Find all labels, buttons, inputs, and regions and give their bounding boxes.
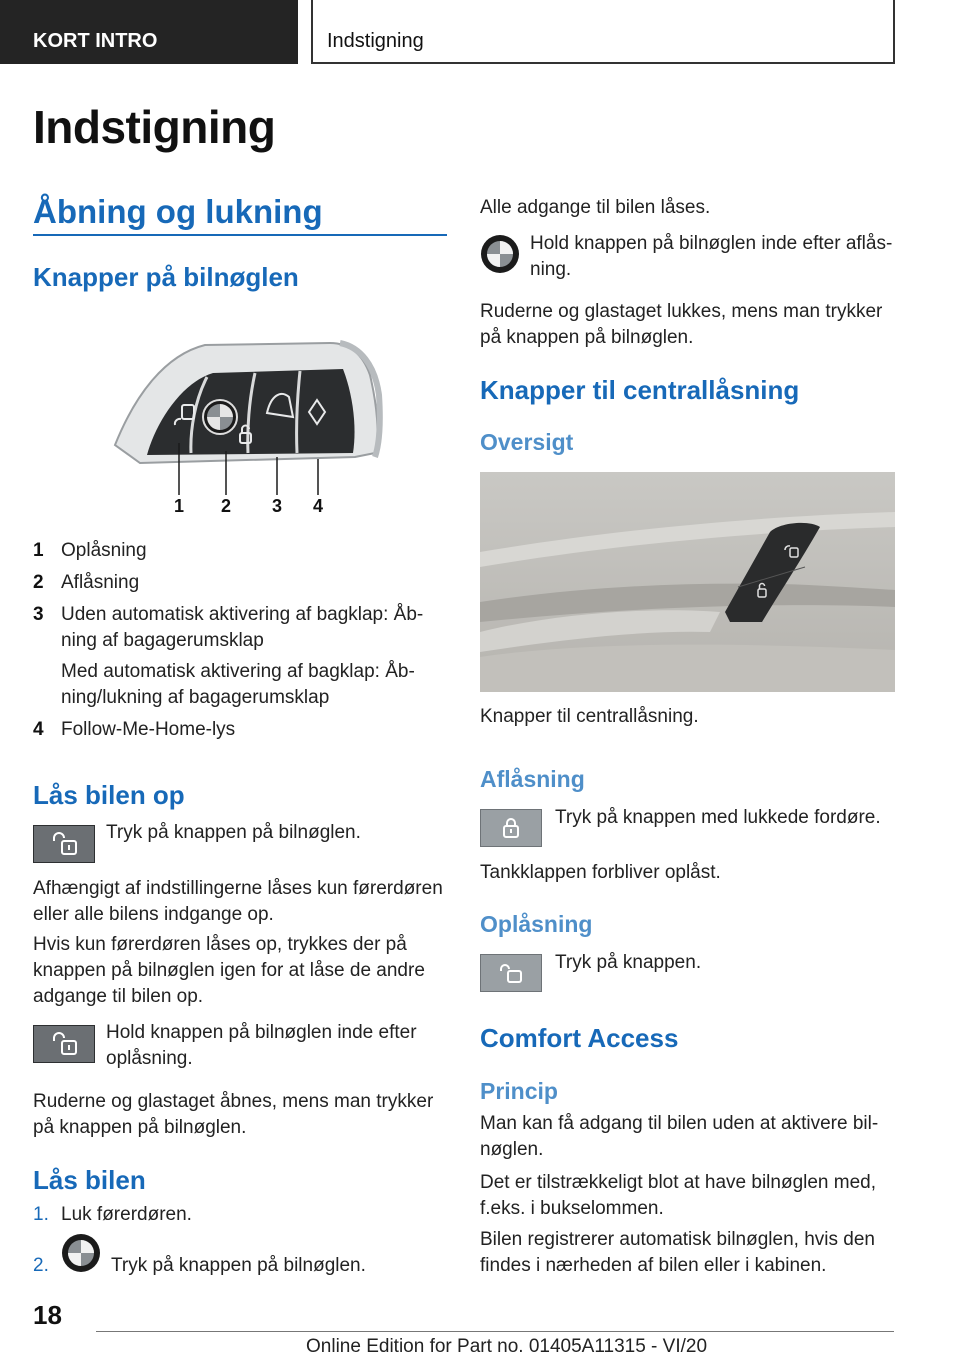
step-number: 2. (33, 1255, 49, 1276)
list-number: 2 (33, 572, 44, 593)
paragraph: f.eks. i bukselommen. (480, 1198, 664, 1219)
list-item-cont: ning af bagagerumsklap (61, 630, 264, 651)
heading-principle: Princip (480, 1078, 558, 1104)
header-chapter-tab: Indstigning (311, 0, 895, 64)
unlock-icon (44, 830, 84, 858)
paragraph: Bilen registrerer automatisk bilnøglen, hvis den (480, 1229, 875, 1250)
callout-1: 1 (174, 496, 185, 516)
unlock-icon (496, 961, 526, 985)
unlock-hold-text: Hold knappen på bilnøglen inde efter (106, 1022, 417, 1043)
paragraph: knappen på bilnøglen igen for at låse de andre (33, 960, 425, 981)
paragraph: Tankklappen forbliver oplåst. (480, 862, 721, 883)
unlock-press-text: Tryk på knappen på bilnøglen. (106, 822, 361, 843)
page-number: 18 (33, 1300, 62, 1330)
heading-unlock: Oplåsning (480, 911, 593, 937)
footer-rule (96, 1331, 894, 1332)
image-caption: Knapper til centrallåsning. (480, 706, 699, 727)
paragraph: adgange til bilen op. (33, 986, 204, 1007)
lock-icon (499, 816, 523, 840)
paragraph: Det er tilstrækkeligt blot at have bilnøglen med, (480, 1172, 877, 1193)
list-number: 4 (33, 719, 44, 740)
heading-central-locking: Knapper til centrallåsning (480, 375, 800, 405)
step-text: Luk førerdøren. (61, 1204, 192, 1225)
unlock-text: Tryk på knappen. (555, 952, 702, 973)
lock-button-tile (480, 809, 542, 847)
paragraph: Man kan få adgang til bilen uden at aktivere bil- (480, 1113, 879, 1134)
unlock-button-tile (33, 1025, 95, 1063)
paragraph: Hvis kun førerdøren låses op, trykkes der på (33, 934, 407, 955)
lock-text: Tryk på knappen med lukkede fordøre. (555, 807, 881, 828)
heading-lock-car: Lås bilen (33, 1165, 146, 1195)
callout-3: 3 (272, 496, 283, 516)
bmw-roundel-icon (61, 1233, 101, 1273)
door-panel-photo (480, 472, 895, 692)
heading-lock: Aflåsning (480, 766, 585, 792)
unlock-button-tile (33, 825, 95, 863)
paragraph: findes i nærheden af bilen eller i kabinen. (480, 1255, 827, 1276)
heading-open-close: Åbning og lukning (33, 193, 323, 230)
heading-key-buttons: Knapper på bilnøglen (33, 262, 299, 292)
paragraph: Alle adgange til bilen låses. (480, 197, 711, 218)
list-item-cont: Med automatisk aktivering af bagklap: Åb- (61, 661, 415, 682)
list-item: Aflåsning (61, 572, 140, 593)
key-fob-illustration (95, 335, 395, 520)
paragraph: Afhængigt af indstillingerne låses kun førerdøren (33, 878, 443, 899)
callout-2: 2 (221, 496, 232, 516)
paragraph: nøglen. (480, 1139, 544, 1160)
heading-rule (33, 234, 447, 236)
footer-edition: Online Edition for Part no. 01405A11315 - VI/20 (306, 1336, 708, 1357)
heading-overview: Oversigt (480, 429, 574, 455)
list-number: 3 (33, 604, 44, 625)
paragraph: Ruderne og glastaget lukkes, mens man trykker (480, 301, 883, 322)
hold-lock-text: ning. (530, 259, 572, 280)
list-item: Uden automatisk aktivering af bagklap: Åb- (61, 604, 424, 625)
header-section-tab: KORT INTRO (0, 0, 298, 64)
paragraph: på knappen på bilnøglen. (33, 1117, 247, 1138)
bmw-roundel-on-key (203, 400, 237, 434)
step-number: 1. (33, 1204, 49, 1225)
list-item-cont: ning/lukning af bagagerumsklap (61, 687, 330, 708)
hold-lock-text: Hold knappen på bilnøglen inde efter aflås- (530, 233, 893, 254)
unlock-button-tile (480, 954, 542, 992)
heading-comfort-access: Comfort Access (480, 1023, 679, 1053)
unlock-hold-text: oplåsning. (106, 1048, 193, 1069)
bmw-roundel-icon (480, 234, 520, 274)
list-number: 1 (33, 540, 44, 561)
heading-unlock-car: Lås bilen op (33, 780, 185, 810)
unlock-icon (44, 1030, 84, 1058)
list-item: Follow-Me-Home-lys (61, 719, 236, 740)
callout-4: 4 (313, 496, 324, 516)
paragraph: på knappen på bilnøglen. (480, 327, 694, 348)
paragraph: Ruderne og glastaget åbnes, mens man trykker (33, 1091, 434, 1112)
paragraph: eller alle bilens indgange op. (33, 904, 274, 925)
step-text: Tryk på knappen på bilnøglen. (111, 1255, 366, 1276)
page-title: Indstigning (33, 101, 276, 153)
list-item: Oplåsning (61, 540, 147, 561)
